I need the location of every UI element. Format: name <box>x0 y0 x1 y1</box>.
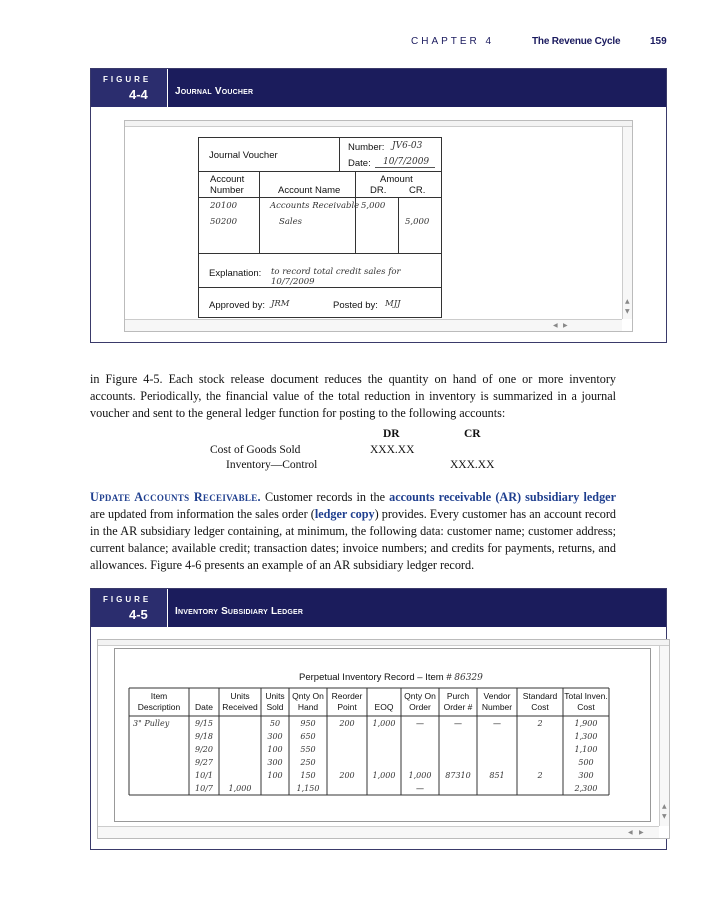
table-cell: 9/18 <box>195 732 213 741</box>
scroll-left-icon[interactable]: ◀ <box>628 829 633 836</box>
voucher-title: Journal Voucher <box>209 150 278 161</box>
voucher-window <box>124 120 633 332</box>
item-number: 86329 <box>454 673 483 683</box>
table-cell: 2 <box>537 719 543 728</box>
table-cell: 1,000 <box>228 784 252 793</box>
figure-number: 4-4 <box>129 87 148 102</box>
record-title: Perpetual Inventory Record – Item # 86329 <box>299 672 483 683</box>
running-header <box>0 36 719 50</box>
table-header-cell: Total Inven. Cost <box>564 691 608 712</box>
table-cell: 1,900 <box>574 719 598 728</box>
table-cell: 1,000 <box>408 771 432 780</box>
scroll-up-icon[interactable]: ▲ <box>625 298 630 305</box>
table-cell: — <box>416 784 424 793</box>
entry-line1-dr: XXX.XX <box>370 444 415 456</box>
table-header-cell: Vendor Number <box>481 691 513 712</box>
figure-number: 4-5 <box>129 607 148 622</box>
row2-account-name: Sales <box>279 217 303 227</box>
table-header-cell: Qnty On Hand <box>292 691 324 712</box>
col-amount: Amount <box>380 174 413 185</box>
table-header-cell: EOQ <box>374 702 394 712</box>
table-cell: 250 <box>300 758 316 767</box>
col-cr: CR. <box>409 185 426 196</box>
table-cell: 9/15 <box>195 719 213 728</box>
horizontal-scrollbar[interactable] <box>125 319 622 331</box>
row2-cr: 5,000 <box>405 217 430 227</box>
figure-label: FIGURE <box>103 595 152 604</box>
table-cell: 200 <box>339 719 355 728</box>
page-number: 159 <box>650 36 667 47</box>
number-value: JV6-03 <box>392 141 423 151</box>
table-cell: 10/1 <box>195 771 213 780</box>
figure-title: Journal Voucher <box>175 86 254 97</box>
scroll-left-icon[interactable]: ◀ <box>553 322 558 329</box>
entry-dr-header: DR <box>383 428 400 440</box>
table-header-cell: Units Received <box>222 691 258 712</box>
table-cell: 300 <box>578 771 594 780</box>
table-cell: 100 <box>267 771 283 780</box>
table-cell: 50 <box>269 719 281 728</box>
table-cell: 650 <box>300 732 316 741</box>
scroll-right-icon[interactable]: ▶ <box>639 829 644 836</box>
table-header-cell: Purch Order # <box>443 691 473 712</box>
table-cell: 1,150 <box>296 784 320 793</box>
table-header-cell: Standard Cost <box>522 691 558 712</box>
entry-line1-account: Cost of Goods Sold <box>210 444 301 456</box>
figure-header-bar <box>91 589 666 627</box>
entry-cr-header: CR <box>464 428 481 440</box>
col-account-name: Account Name <box>278 185 341 196</box>
row1-account-name: Accounts Receivable <box>270 201 360 211</box>
scroll-down-icon[interactable]: ▼ <box>625 308 630 315</box>
table-cell: — <box>493 719 501 728</box>
table-cell: 550 <box>300 745 316 754</box>
inventory-window <box>97 639 670 839</box>
entry-line2-cr: XXX.XX <box>450 459 495 471</box>
table-cell: 3" Pulley <box>133 719 170 728</box>
table-cell: 1,300 <box>574 732 598 741</box>
section-heading: Update Accounts Receivable. <box>90 490 261 504</box>
table-header-cell: Reorder Point <box>331 691 363 712</box>
approved-label: Approved by: <box>209 300 265 311</box>
table-cell: 2 <box>537 771 543 780</box>
table-header-cell: Date <box>195 702 213 712</box>
table-header-cell: Item Description <box>137 691 181 712</box>
table-header-cell: Units Sold <box>265 691 285 712</box>
figure-inventory-ledger <box>90 588 667 850</box>
table-cell: 1,000 <box>372 719 396 728</box>
table-header-cell: Qnty On Order <box>404 691 436 712</box>
term-ledger-copy: ledger copy <box>314 507 375 521</box>
scroll-up-icon[interactable]: ▲ <box>662 803 667 810</box>
posted-label: Posted by: <box>333 300 378 311</box>
table-cell: 150 <box>300 771 316 780</box>
row1-account-number: 20100 <box>210 201 238 211</box>
number-label: Number: <box>348 142 385 153</box>
vertical-scrollbar[interactable] <box>659 646 669 826</box>
date-value: 10/7/2009 <box>375 157 435 168</box>
term-ar-subsidiary-ledger: accounts receivable (AR) subsidiary ledger <box>389 490 616 504</box>
entry-line2-account: Inventory—Control <box>226 459 318 471</box>
col-dr: DR. <box>370 185 387 196</box>
table-cell: 2,300 <box>574 784 598 793</box>
table-cell: 851 <box>489 771 505 780</box>
explanation-label: Explanation: <box>209 268 262 279</box>
table-cell: 87310 <box>445 771 471 780</box>
inventory-table <box>115 649 652 823</box>
approved-value: JRM <box>271 299 290 309</box>
posted-value: MJJ <box>385 299 401 309</box>
figure-title: Inventory Subsidiary Ledger <box>175 606 304 617</box>
col-account-number-2: Number <box>210 185 244 196</box>
chapter-label: CHAPTER 4 <box>411 36 495 47</box>
body-paragraph-1: in Figure 4-5. Each stock release document reduces the quantity on hand of one or more inventory accounts. Periodically, the financial value of the total reduction in inventory is summarized in a journal voucher and sent to the general ledger function for posting to the following accounts: <box>90 372 616 420</box>
table-cell: 100 <box>267 745 283 754</box>
table-cell: 200 <box>339 771 355 780</box>
table-cell: 950 <box>300 719 316 728</box>
table-cell: 300 <box>267 732 283 741</box>
table-cell: — <box>454 719 462 728</box>
table-cell: 1,000 <box>372 771 396 780</box>
date-label: Date: <box>348 158 371 169</box>
table-cell: 9/27 <box>195 758 213 767</box>
figure-label: FIGURE <box>103 75 152 84</box>
row2-account-number: 50200 <box>210 217 238 227</box>
horizontal-scrollbar[interactable] <box>98 826 659 838</box>
chapter-title: The Revenue Cycle <box>532 36 621 47</box>
vertical-scrollbar[interactable] <box>622 127 632 319</box>
table-cell: 500 <box>578 758 594 767</box>
scroll-right-icon[interactable]: ▶ <box>563 322 568 329</box>
col-account-number-1: Account <box>210 174 245 185</box>
body-paragraph-2: Update Accounts Receivable. Customer records in the accounts receivable (AR) subsidiary ledger are updated from information the sales order (ledger copy) provides. Every customer has an account record in the AR subsidiary ledger containing, at minimum, the following data: customer name; customer address; current balance; available credit; transaction dates; invoice numbers; and credits for payments, returns, and allowances. Figure 4-6 presents an example of an AR subsidiary ledger record. <box>90 490 616 572</box>
table-cell: 10/7 <box>195 784 213 793</box>
table-cell: — <box>416 719 424 728</box>
explanation-value: to record total credit sales for 10/7/2009 <box>271 267 401 287</box>
table-cell: 300 <box>267 758 283 767</box>
table-cell: 9/20 <box>195 745 213 754</box>
table-cell: 1,100 <box>574 745 598 754</box>
figure-header-bar <box>91 69 666 107</box>
journal-voucher-form <box>198 137 442 318</box>
row1-dr: 5,000 <box>361 201 386 211</box>
scroll-down-icon[interactable]: ▼ <box>662 813 667 820</box>
figure-journal-voucher <box>90 68 667 343</box>
